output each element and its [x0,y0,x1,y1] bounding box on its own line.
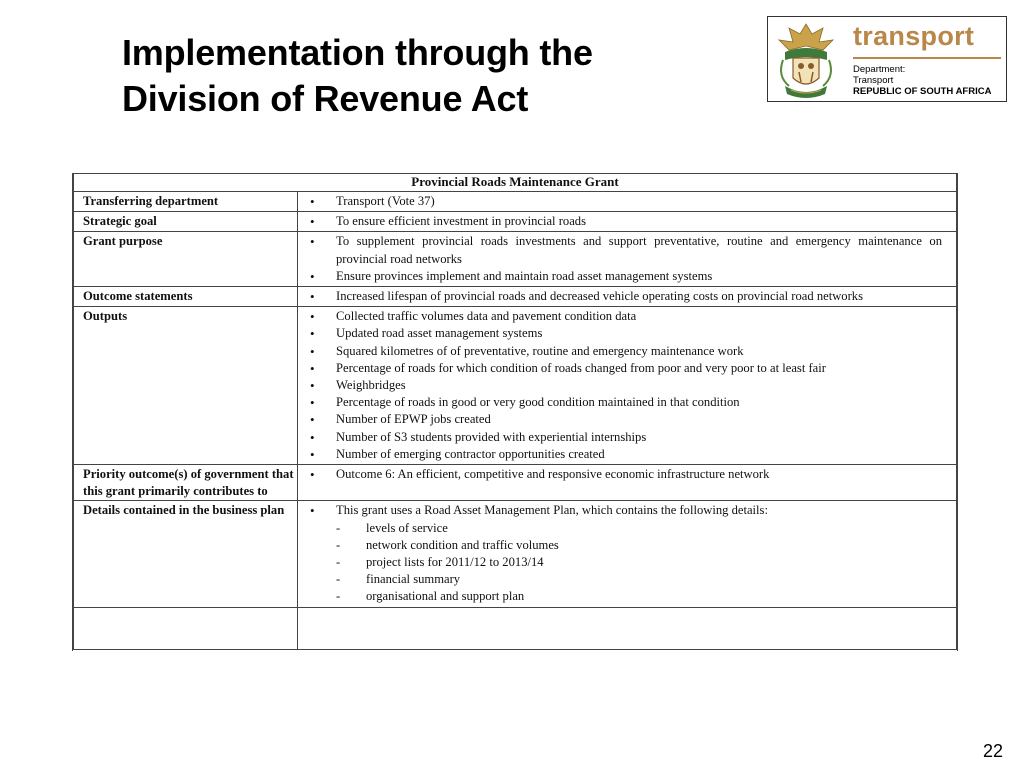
table-row [74,465,957,501]
logo-divider [853,57,1001,59]
row-label: Outputs [74,307,298,465]
page-number: 22 [983,741,1004,761]
logo-department-label: Department: [853,64,906,75]
list-item: • Number of EPWP jobs created [302,411,942,428]
list-item: • Ensure provinces implement and maintain road asset management systems [302,268,942,285]
list-item: • Number of emerging contractor opportunities created [302,446,942,463]
list-item: • Collected traffic volumes data and pavement condition data [302,308,942,325]
slide-title [122,30,593,122]
department-of-transport-logo [767,16,1007,102]
table-row [74,212,957,232]
list-item: • Updated road asset management systems [302,325,942,342]
table-row [74,307,957,465]
sub-list-item: - levels of service [302,520,942,537]
table-row [74,232,957,287]
sub-list-item: - organisational and support plan [302,588,942,605]
logo-wordmark: transport [853,21,975,51]
slide-title-line-1: Implementation through the [122,32,593,73]
row-label: Strategic goal [74,212,298,232]
table-row [74,501,957,607]
grant-table-title: Provincial Roads Maintenance Grant [74,174,957,192]
sub-list-item: - financial summary [302,571,942,588]
row-label: Details contained in the business plan [74,501,298,607]
table-row [74,287,957,307]
list-item: • Transport (Vote 37) [302,193,942,210]
list-item: • Squared kilometres of of preventative, routine and emergency maintenance work [302,343,942,360]
sub-list-item: - project lists for 2011/12 to 2013/14 [302,554,942,571]
row-label: Grant purpose [74,232,298,287]
list-item: • Weighbridges [302,377,942,394]
grant-document-excerpt [72,173,958,651]
list-item: • Percentage of roads in good or very good condition maintained in that condition [302,394,942,411]
list-item: • This grant uses a Road Asset Management Plan, which contains the following details: [302,502,942,519]
row-label: Priority outcome(s) of government that this grant primarily contributes to [74,465,298,501]
list-item: • Increased lifespan of provincial roads and decreased vehicle operating costs on provincial road networks [302,288,942,305]
row-label: Transferring department [74,192,298,212]
logo-country-name: REPUBLIC OF SOUTH AFRICA [853,86,992,97]
table-row [74,192,957,212]
list-item: • Number of S3 students provided with experiential internships [302,429,942,446]
list-item: • To supplement provincial roads investments and support preventative, routine and emergency maintenance on provincial road networks [302,233,942,267]
slide-title-line-2: Division of Revenue Act [122,78,529,119]
table-row-truncated [74,607,957,649]
row-label: Outcome statements [74,287,298,307]
sub-list-item: - network condition and traffic volumes [302,537,942,554]
list-item: • Outcome 6: An efficient, competitive and responsive economic infrastructure network [302,466,942,483]
logo-department-name: Transport [853,75,894,86]
grant-table [73,173,957,650]
list-item: • Percentage of roads for which condition of roads changed from poor and very poor to at least fair [302,360,942,377]
list-item: • To ensure efficient investment in provincial roads [302,213,942,230]
coat-of-arms-icon [771,20,841,100]
